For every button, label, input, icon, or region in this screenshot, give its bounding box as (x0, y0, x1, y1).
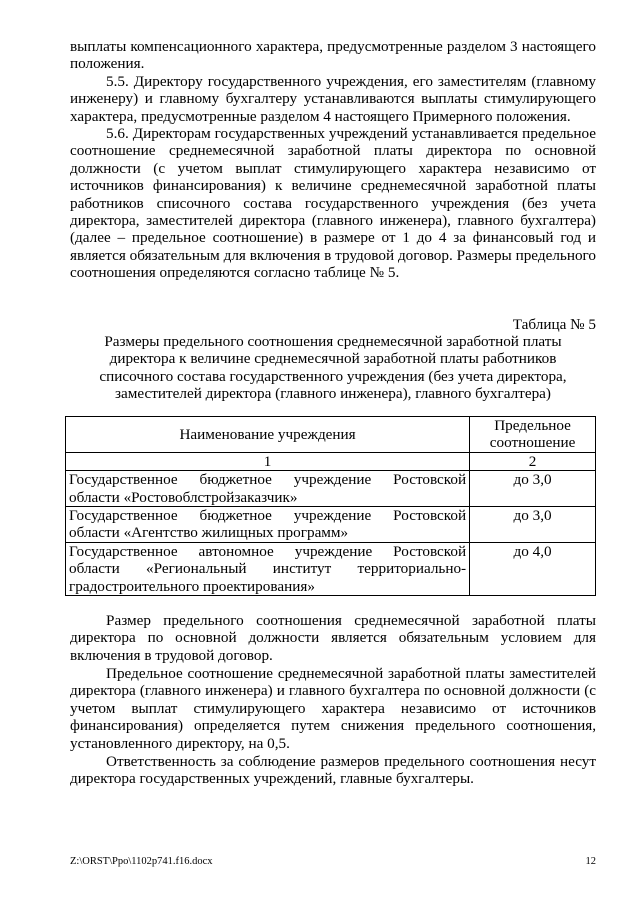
paragraph-continuation: выплаты компенсационного характера, предусмотренные разделом 3 настоящего положения. (70, 38, 596, 73)
paragraph-deputies-ratio: Предельное соотношение среднемесячной заработной платы заместителей директора (главного инженера) и главного бухгалтера по основной должности (с учетом выплат стимулирующего характера независимо от источников финансирования) определяется путем снижения предельного соотношения, установленного директору, на 0,5. (70, 665, 596, 752)
table-row (66, 507, 596, 543)
institution-name: Государственное автономное учреждение Ростовской области «Региональный институт территориально-градостроительного проектирования» (66, 542, 470, 595)
table-row (66, 542, 596, 595)
paragraph-5-5: 5.5. Директору государственного учреждения, его заместителям (главному инженеру) и главному бухгалтеру устанавливаются выплаты стимулирующего характера, предусмотренные разделом 4 настоящего Примерного положения. (70, 73, 596, 125)
ratio-value: до 4,0 (470, 542, 596, 595)
paragraph-5-6: 5.6. Директорам государственных учреждений устанавливается предельное соотношение среднемесячной заработной платы директора по основной должности (с учетом выплат стимулирующего характера независимо от источников финансирования) к величине среднемесячной заработной платы работников списочного состава государственного учреждения (без учета директора, заместителей директора (главного инженера), главного бухгалтера) (далее – предельное соотношение) в размере от 1 до 4 за финансовый год и является обязательным для включения в трудовой договор. Размеры предельного соотношения определяются согласно таблице № 5. (70, 125, 596, 282)
table-label: Таблица № 5 (512, 316, 596, 333)
page-number: 12 (585, 856, 596, 867)
institution-name: Государственное бюджетное учреждение Ростовской области «Ростовоблстройзаказчик» (66, 471, 470, 507)
ratio-value: до 3,0 (470, 471, 596, 507)
institution-name: Государственное бюджетное учреждение Ростовской области «Агентство жилищных программ» (66, 507, 470, 543)
ratio-value: до 3,0 (470, 507, 596, 543)
table-column-number: 1 (66, 452, 470, 470)
table-caption: Размеры предельного соотношения среднемесячной заработной платы директора к величине среднемесячной заработной платы работников списочного состава государственного учреждения (без учета директора, заместителей директора (главного инженера), главного бухгалтера) (99, 333, 567, 403)
limits-table (65, 416, 596, 596)
paragraph-ratio-mandatory: Размер предельного соотношения среднемесячной заработной платы директора по основной должности является обязательным условием для включения в трудовой договор. (70, 612, 596, 664)
table-number-row (66, 452, 596, 470)
table-header-ratio: Предельное соотношение (470, 417, 596, 453)
paragraph-responsibility: Ответственность за соблюдение размеров предельного соотношения несут директора государственных учреждений, главные бухгалтеры. (70, 753, 596, 788)
table-row (66, 471, 596, 507)
footer-file-path: Z:\ORST\Ppo\1102p741.f16.docx (70, 856, 213, 867)
table-header-name: Наименование учреждения (66, 417, 470, 453)
table-header-row (66, 417, 596, 453)
table-column-number: 2 (470, 452, 596, 470)
